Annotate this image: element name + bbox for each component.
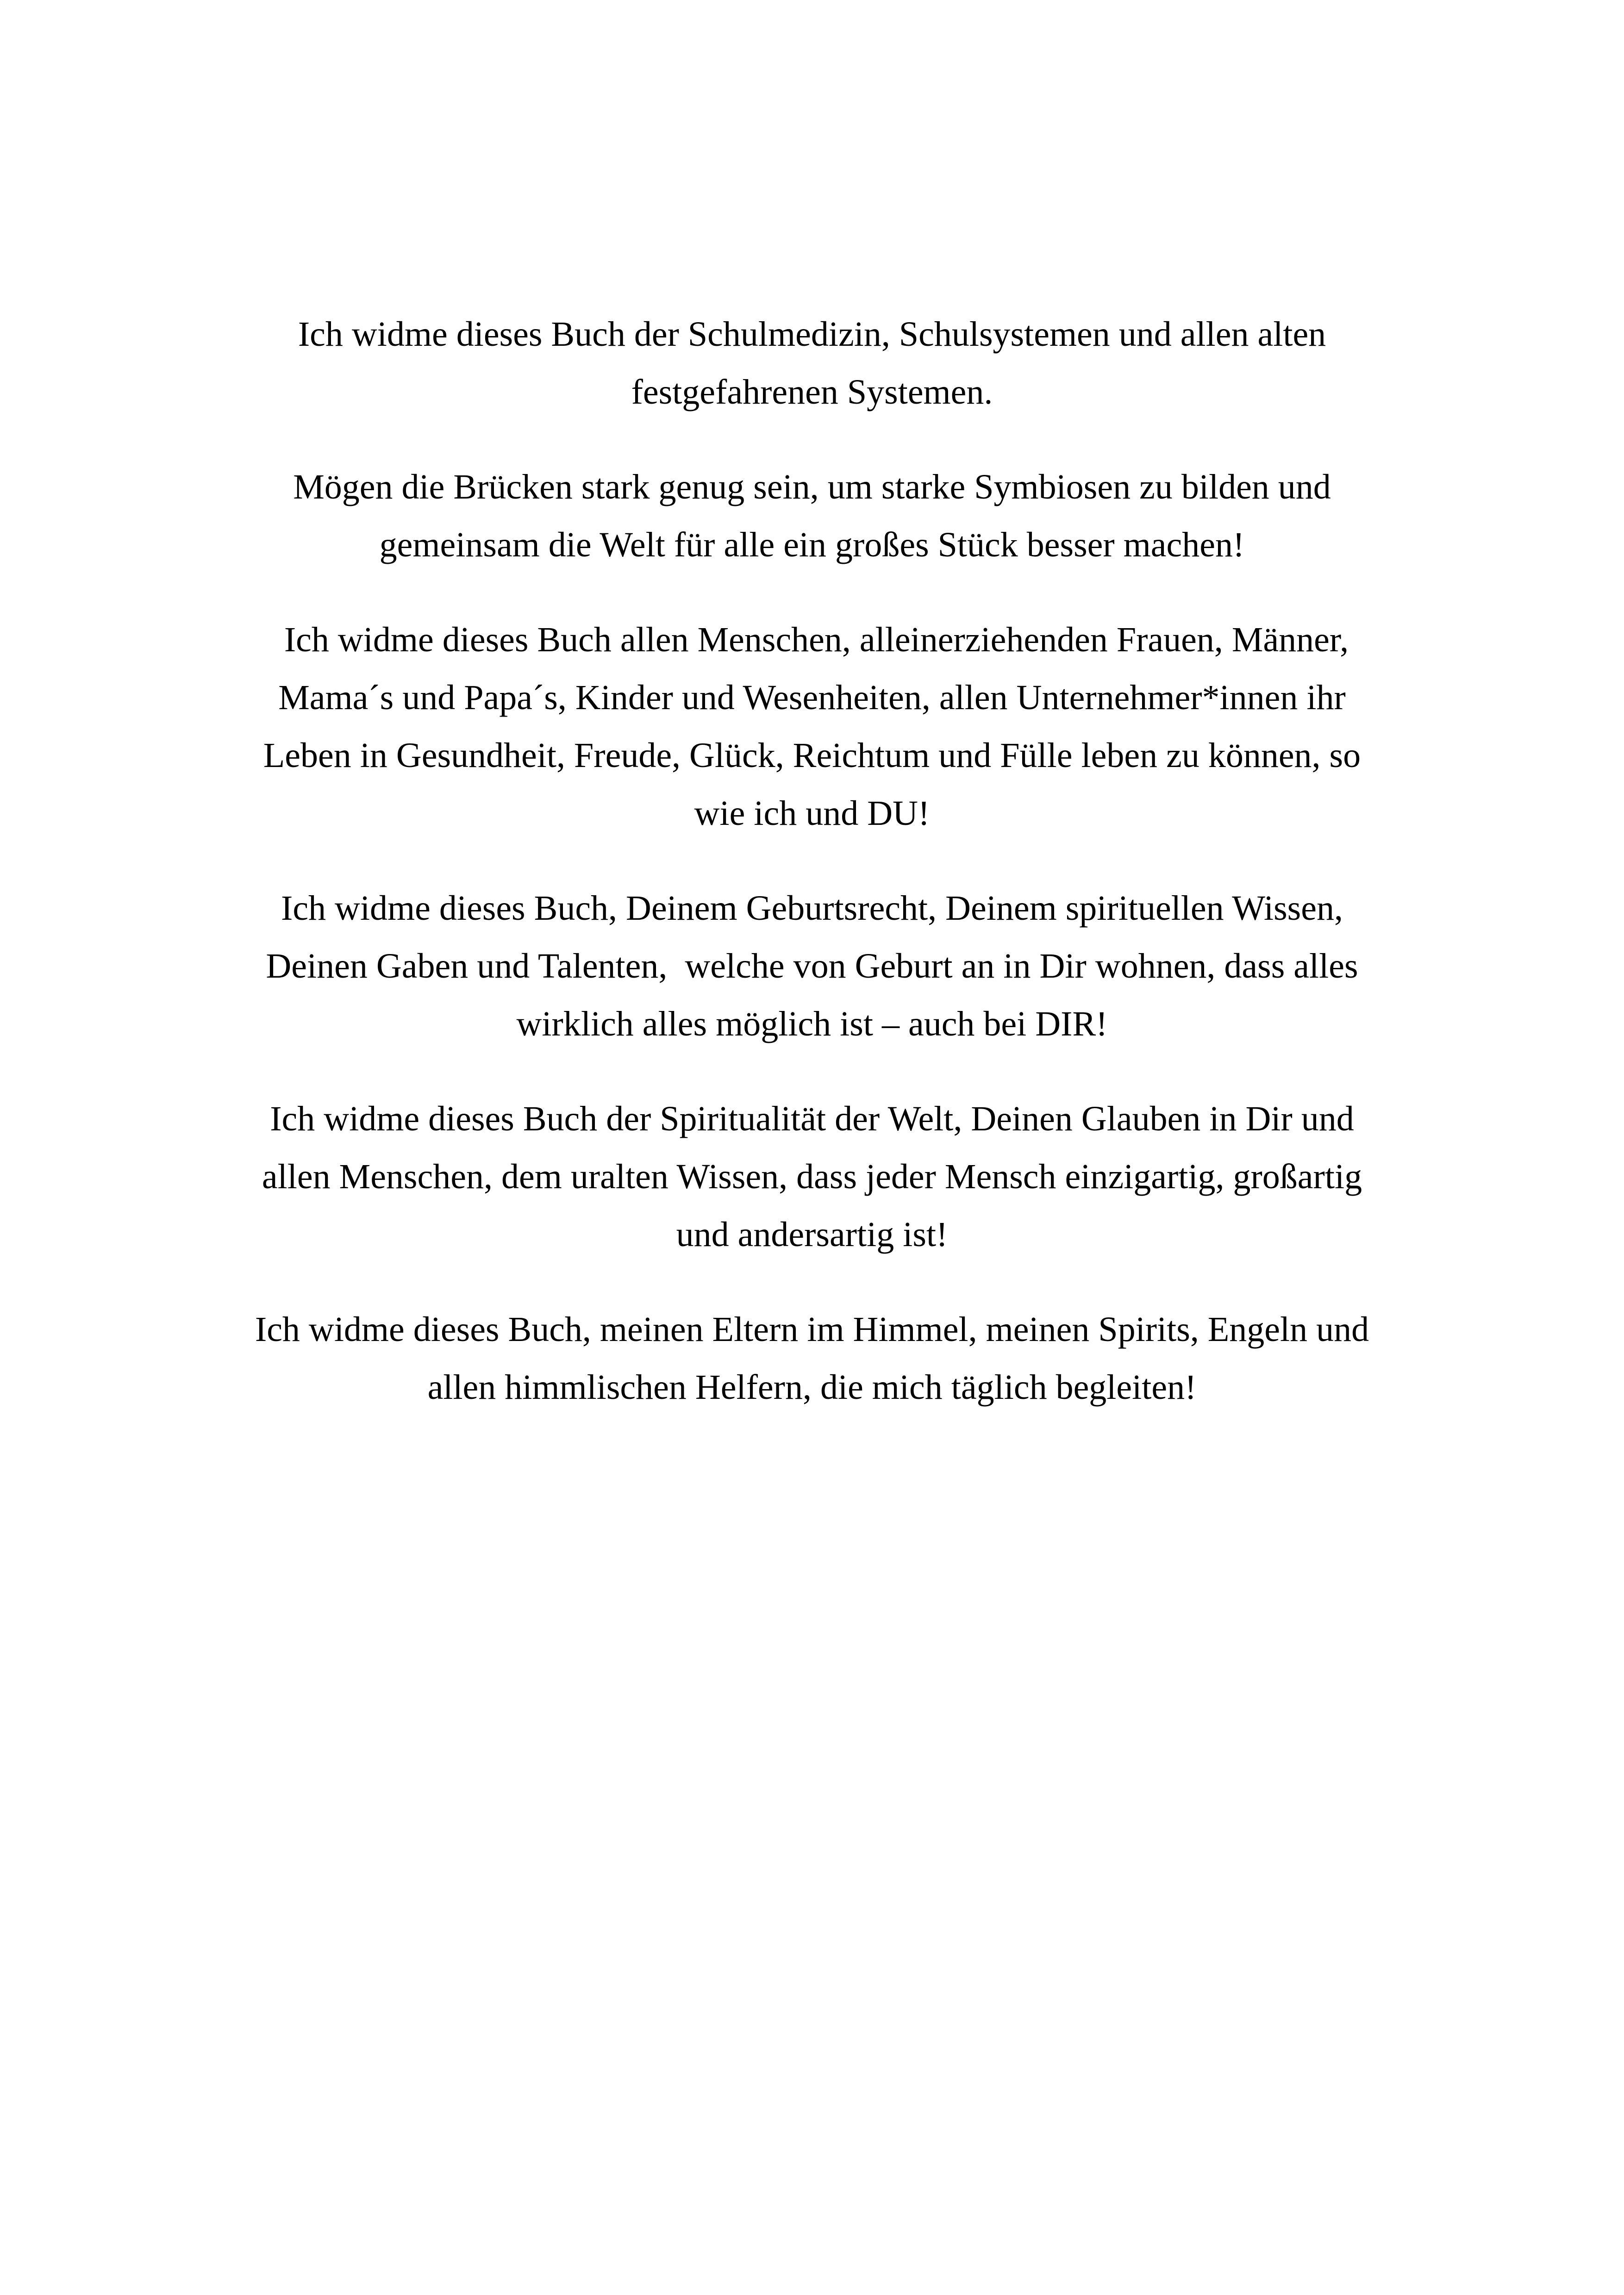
paragraph-line: Ich widme dieses Buch der Spiritualität der Welt, Deinen Glauben in Dir und bbox=[270, 1099, 1354, 1138]
dedication-text bbox=[153, 306, 1471, 1453]
paragraph-line: Mama´s und Papa´s, Kinder und Wesenheiten, allen Unternehmer*innen ihr bbox=[278, 678, 1346, 717]
paragraph-line: Mögen die Brücken stark genug sein, um starke Symbiosen zu bilden und bbox=[293, 468, 1331, 506]
paragraph-line: allen himmlischen Helfern, die mich täglich begleiten! bbox=[427, 1368, 1197, 1407]
dedication-paragraph-2 bbox=[153, 458, 1471, 574]
dedication-paragraph-5 bbox=[153, 1090, 1471, 1264]
paragraph-line: wie ich und DU! bbox=[694, 794, 930, 833]
dedication-paragraph-1 bbox=[153, 306, 1471, 421]
dedication-paragraph-6 bbox=[153, 1301, 1471, 1416]
paragraph-line: festgefahrenen Systemen. bbox=[631, 373, 993, 412]
paragraph-line: Ich widme dieses Buch, Deinem Geburtsrecht, Deinem spirituellen Wissen, bbox=[281, 889, 1343, 928]
paragraph-line: Ich widme dieses Buch, meinen Eltern im Himmel, meinen Spirits, Engeln und bbox=[255, 1310, 1369, 1349]
paragraph-line: allen Menschen, dem uralten Wissen, dass jeder Mensch einzigartig, großartig bbox=[262, 1157, 1362, 1196]
paragraph-line: wirklich alles möglich ist – auch bei DIR! bbox=[516, 1004, 1108, 1043]
dedication-paragraph-3 bbox=[153, 611, 1471, 842]
dedication-paragraph-4 bbox=[153, 879, 1471, 1053]
paragraph-line: und andersartig ist! bbox=[676, 1215, 948, 1254]
paragraph-line: Deinen Gaben und Talenten, welche von Geburt an in Dir wohnen, dass alles bbox=[266, 947, 1358, 985]
paragraph-line: Ich widme dieses Buch allen Menschen, alleinerziehenden Frauen, Männer, bbox=[275, 620, 1349, 659]
paragraph-line: Leben in Gesundheit, Freude, Glück, Reichtum und Fülle leben zu können, so bbox=[263, 736, 1361, 775]
paragraph-line: Ich widme dieses Buch der Schulmedizin, Schulsystemen und allen alten bbox=[298, 315, 1326, 354]
paragraph-line: gemeinsam die Welt für alle ein großes Stück besser machen! bbox=[379, 525, 1245, 564]
